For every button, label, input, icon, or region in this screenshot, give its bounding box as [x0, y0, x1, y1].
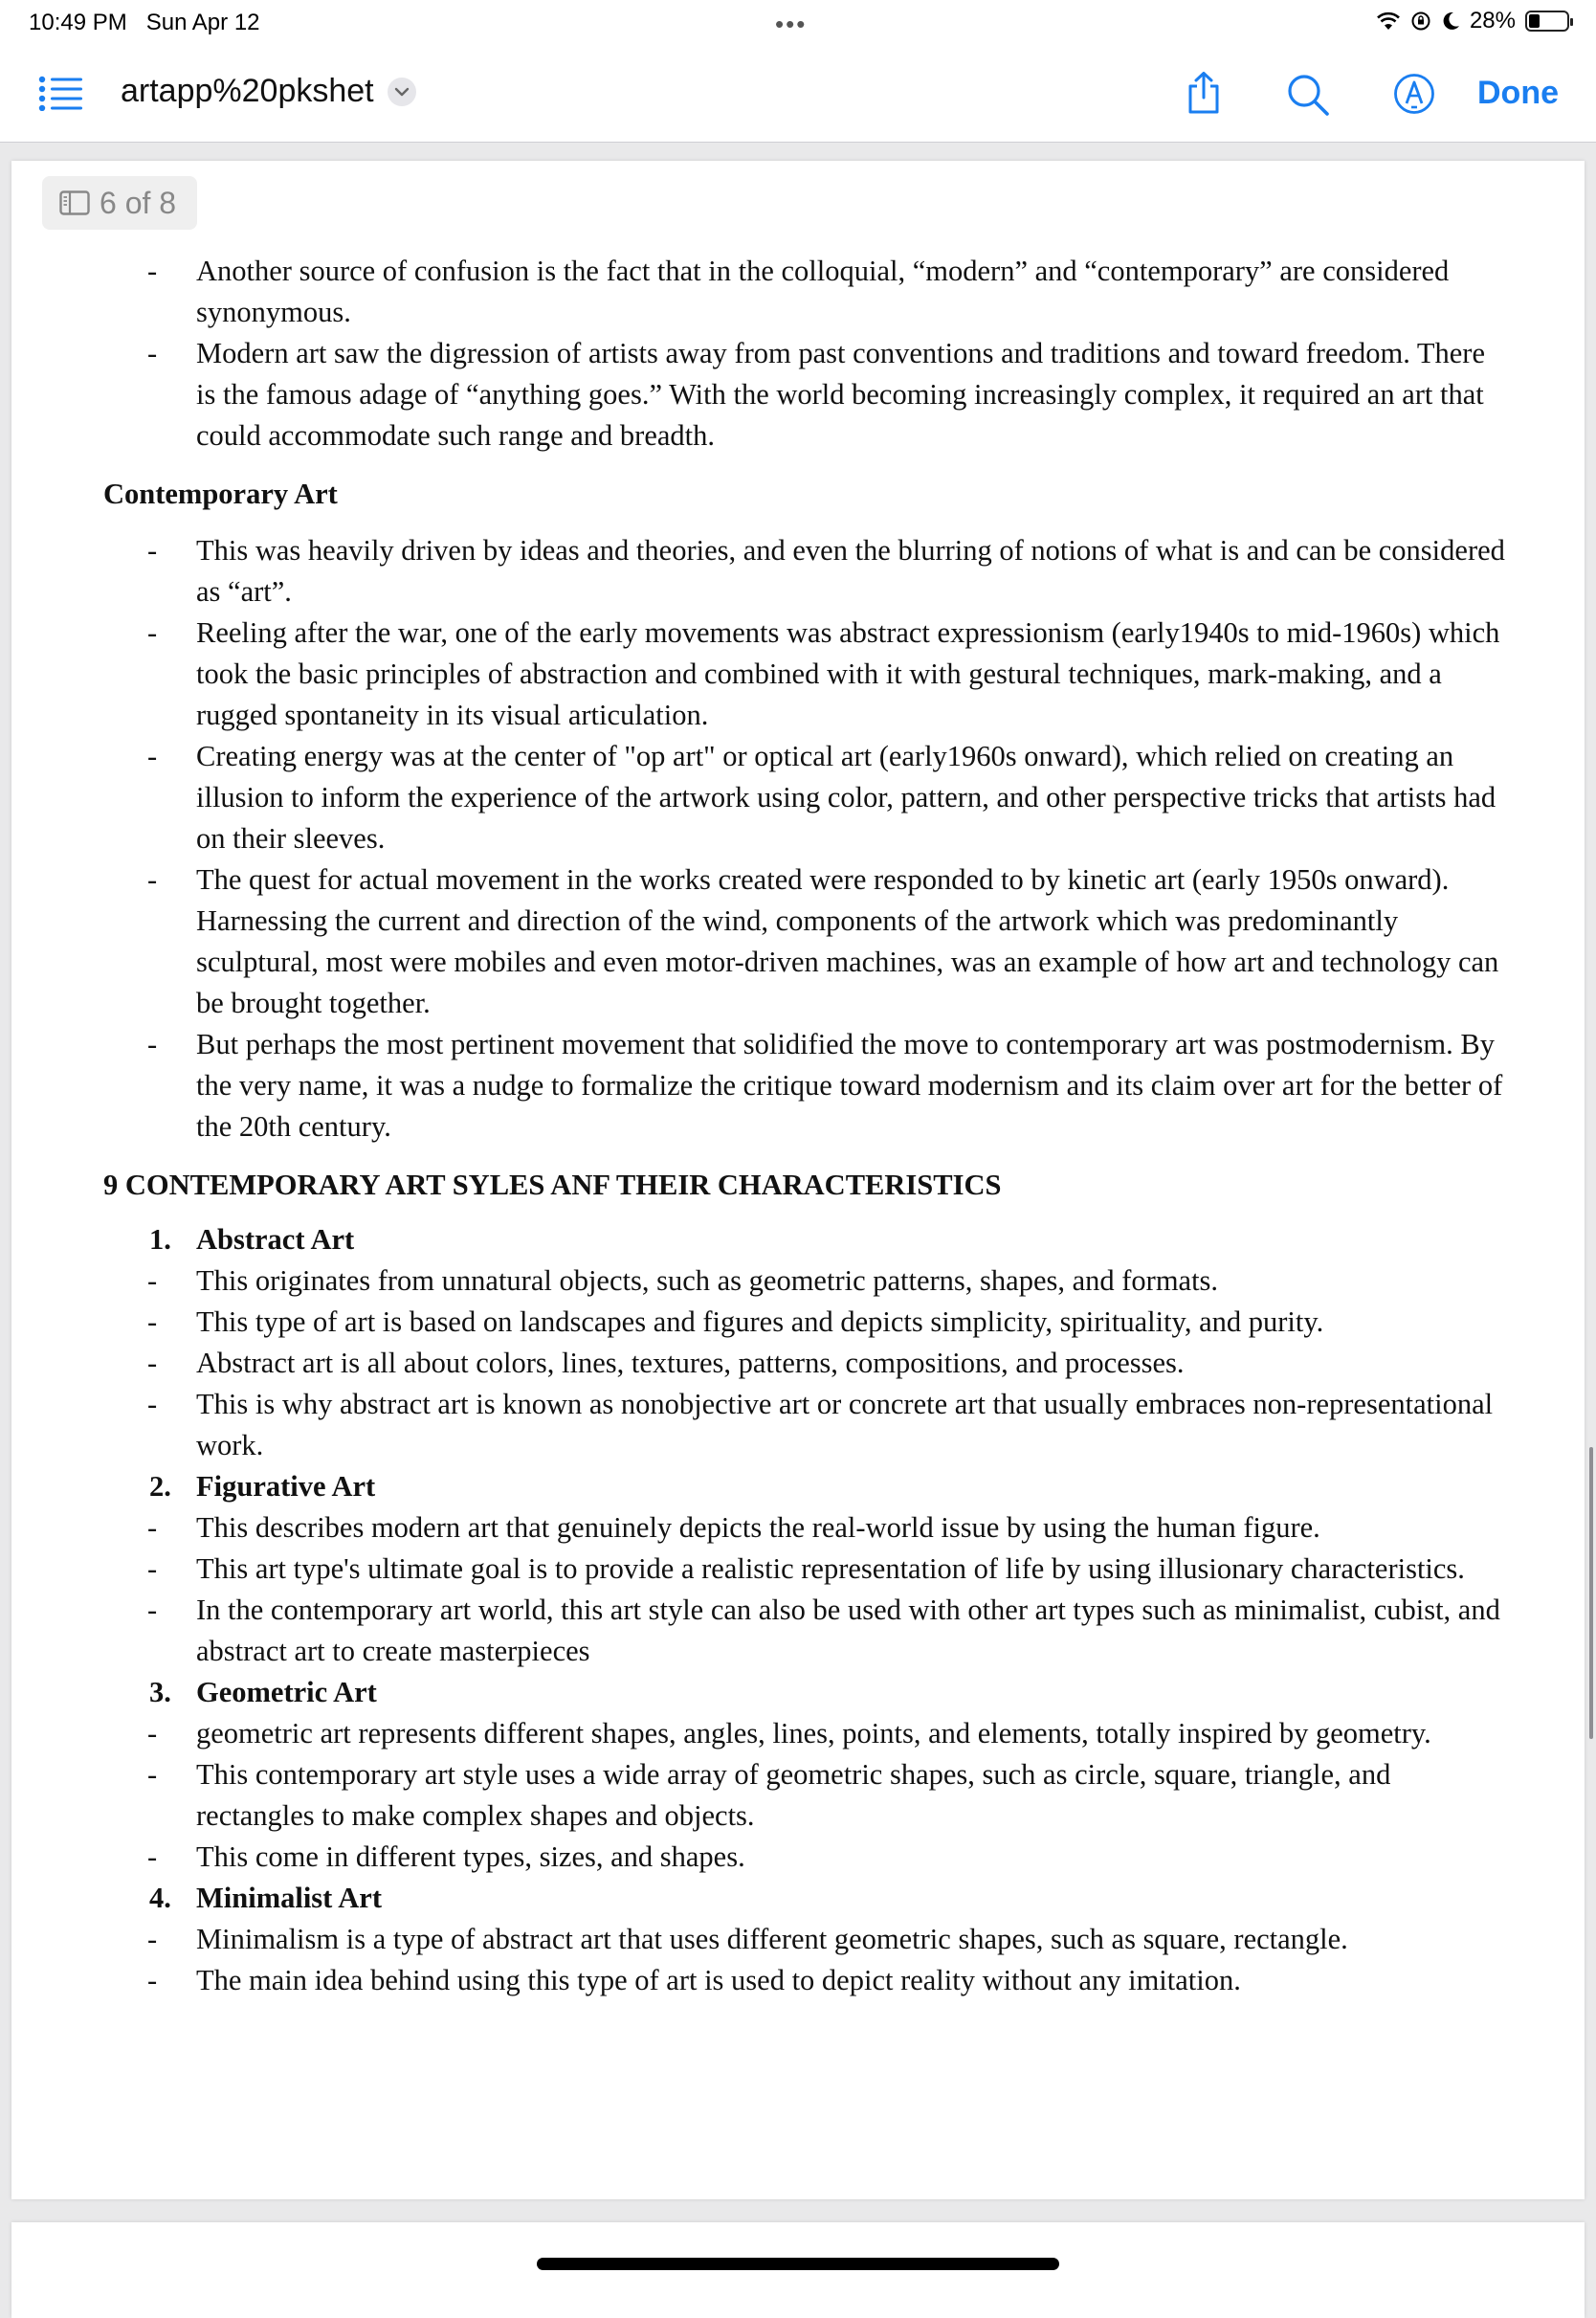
numbered-heading: 3. Geometric Art — [149, 1676, 377, 1708]
numbered-heading: 1. Abstract Art — [149, 1223, 355, 1256]
document-title[interactable] — [121, 73, 416, 110]
chevron-down-icon[interactable] — [388, 78, 416, 106]
numbered-heading: 4. Minimalist Art — [149, 1882, 382, 1914]
bullet-item: - The quest for actual movement in the works created were responded to by kinetic art (early 1950s onward). Harnessing the current and direction of the wind, components of the artwork which was predominantly sculptural, most were mobiles and even motor-driven machines, was an example of how art and technology can be brought together. — [147, 863, 1499, 1019]
document-content — [103, 251, 1510, 2001]
page-indicator — [42, 176, 197, 230]
bullet-item: - This is why abstract art is known as nonobjective art or concrete art that usually embraces non-representational work. — [147, 1388, 1494, 1461]
bullet-item: - Minimalism is a type of abstract art that uses different geometric shapes, such as square, rectangle. — [147, 1923, 1348, 1955]
done-button[interactable]: Done — [1477, 75, 1559, 111]
section-heading-contemporary-art: Contemporary Art — [103, 478, 338, 510]
bullet-item: - Creating energy was at the center of "op art" or optical art (early1960s onward), which relied on creating an illusion to inform the experience of the artwork using color, pattern, and other perspective tricks that artists had on their sleeves. — [147, 740, 1496, 855]
bullet-item: - In the contemporary art world, this art style can also be used with other art types such as minimalist, cubist, and abstract art to create masterpieces — [147, 1594, 1500, 1667]
bullet-item: - Reeling after the war, one of the early movements was abstract expressionism (early1940s to mid-1960s) which took the basic principles of abstraction and combined with it with gestural techniques, mark-making, and a rugged spontaneity in its visual articulation. — [147, 616, 1500, 731]
bullet-item: - Another source of confusion is the fact that in the colloquial, “modern” and “contemporary” are considered synonymous. — [147, 255, 1450, 328]
do-not-disturb-icon — [1441, 11, 1460, 32]
status-time: 10:49 PM Sun Apr 12 — [29, 10, 260, 35]
bullet-item: - This originates from unnatural objects, such as geometric patterns, shapes, and formats. — [147, 1264, 1219, 1297]
bullet-item: - Abstract art is all about colors, lines, textures, patterns, compositions, and processes. — [147, 1347, 1185, 1379]
numbered-heading: 2. Figurative Art — [149, 1470, 376, 1503]
search-icon[interactable] — [1286, 73, 1330, 117]
list-icon[interactable] — [38, 75, 82, 111]
bullet-item: - This was heavily driven by ideas and theories, and even the blurring of notions of what is and can be considered as “art”. — [147, 534, 1505, 608]
bullet-item: - Modern art saw the digression of artists away from past conventions and traditions and toward freedom. There is the famous adage of “anything goes.” With the world becoming increasingly complex, it required an art that could accommodate such range and breadth. — [147, 337, 1486, 452]
bullet-item: - This describes modern art that genuinely depicts the real-world issue by using the human figure. — [147, 1511, 1320, 1544]
share-icon[interactable] — [1185, 71, 1223, 115]
battery-level — [1529, 14, 1540, 28]
battery-percent: 28% — [1469, 8, 1516, 33]
document-title-label: artapp%20pkshet — [121, 73, 374, 109]
bullet-item: - The main idea behind using this type of art is used to depict reality without any imitation. — [147, 1964, 1241, 1996]
bullet-item: - geometric art represents different shapes, angles, lines, points, and elements, totally inspired by geometry. — [147, 1717, 1431, 1750]
navigation-bar — [0, 46, 1596, 143]
next-document-page[interactable] — [11, 2222, 1585, 2318]
status-indicators — [1376, 8, 1569, 34]
scrollbar[interactable] — [1589, 1447, 1593, 1739]
bullet-item: - This art type's ultimate goal is to provide a realistic representation of life by using illusionary characteristics. — [147, 1552, 1465, 1585]
sidebar-icon — [59, 190, 90, 215]
page-indicator-label: 6 of 8 — [100, 185, 177, 220]
section-heading-art-styles: 9 CONTEMPORARY ART SYLES ANF THEIR CHARACTERISTICS — [103, 1169, 1002, 1201]
bullet-item: - This contemporary art style uses a wide array of geometric shapes, such as circle, square, triangle, and rectangles to make complex shapes and objects. — [147, 1758, 1391, 1832]
wifi-icon — [1376, 11, 1401, 31]
battery-icon — [1525, 11, 1569, 32]
bullet-item: - But perhaps the most pertinent movement that solidified the move to contemporary art was postmodernism. By the very name, it was a nudge to formalize the critique toward modernism and its claim over art for the better of the 20th century. — [147, 1028, 1503, 1143]
markup-icon[interactable] — [1393, 73, 1435, 115]
orientation-lock-icon — [1410, 11, 1431, 32]
bullet-item: - This type of art is based on landscapes and figures and depicts simplicity, spirituality, and purity. — [147, 1305, 1324, 1338]
home-indicator[interactable] — [537, 2258, 1059, 2270]
status-bar — [0, 0, 1596, 46]
bullet-item: - This come in different types, sizes, and shapes. — [147, 1840, 745, 1873]
multitasking-dots-icon[interactable]: ••• — [775, 10, 808, 38]
